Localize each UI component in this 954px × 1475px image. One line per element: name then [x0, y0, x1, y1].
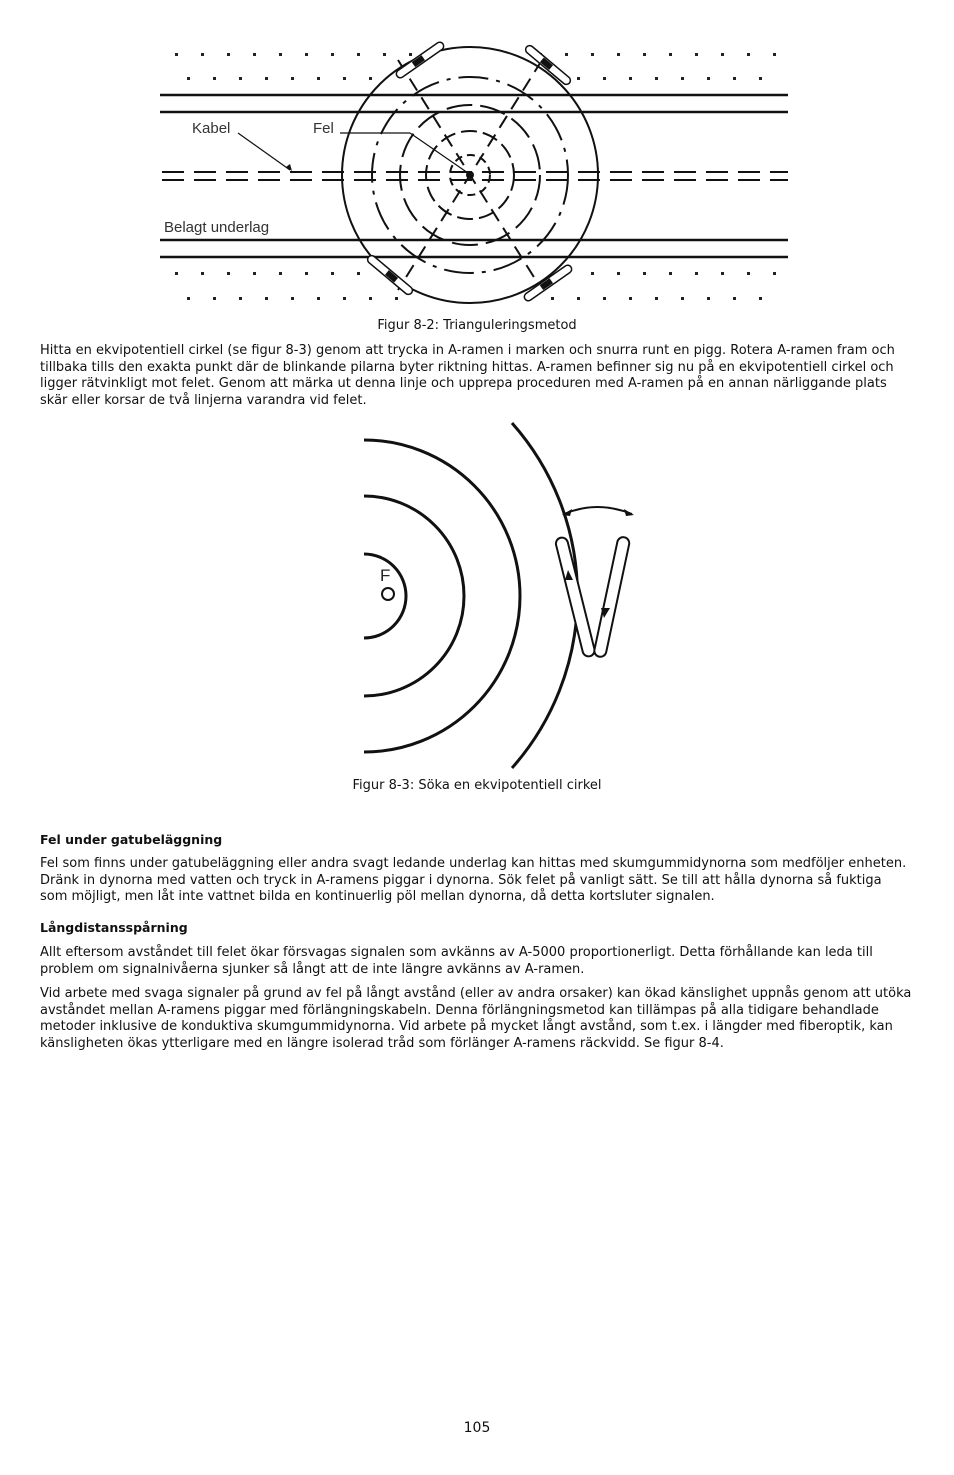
soil-dot: [733, 297, 736, 300]
soil-dot: [357, 272, 360, 275]
surface-label: Belagt underlag: [164, 219, 270, 236]
soil-dot: [175, 272, 178, 275]
soil-dot: [733, 77, 736, 80]
soil-dot: [591, 272, 594, 275]
soil-dot: [369, 297, 372, 300]
fault-marker: [382, 588, 394, 600]
soil-dot: [643, 272, 646, 275]
a-frame-probe-bottom-right: [523, 264, 573, 303]
equipotential-arc: [512, 423, 577, 768]
soil-dot: [305, 272, 308, 275]
soil-dot: [369, 77, 372, 80]
soil-dot: [707, 297, 710, 300]
fault-f-label: F: [380, 566, 391, 585]
soil-dot: [187, 77, 190, 80]
soil-dot: [213, 297, 216, 300]
soil-dot: [681, 297, 684, 300]
soil-dot: [239, 77, 242, 80]
soil-dot: [773, 272, 776, 275]
soil-dot: [291, 297, 294, 300]
soil-dot: [565, 53, 568, 56]
a-frame-probe-top-right: [524, 44, 572, 86]
soil-dot: [317, 77, 320, 80]
intro-paragraph: Hitta en ekvipotentiell cirkel (se figur 8-3) genom att trycka in A-ramen i marken och snurra runt en pigg. Rotera A-ramen fram och tillbaka tills den exakta punkt där de blinkande pilarna byter riktning hittas. A-ramen befinner sig nu på en ekvipotentiell cirkel och ligger rätvinkligt mot felet. Genom att märka ut denna linje och upprepa proceduren med A-ramen på en annan närliggande plats skär eller korsar de två linjerna varandra vid felet.: [40, 343, 895, 408]
soil-dot: [175, 53, 178, 56]
soil-dot: [227, 53, 230, 56]
section-body-long-distance-2: Vid arbete med svaga signaler på grund av fel på långt avstånd (eller av andra orsaker) kan ökad känslighet uppnås genom att utöka avståndet mellan A-ramens piggar med förlängningskabeln. Denna förlängningsmetod kan tillämpas på alla tidigare behandlade metoder inklusive de konduktiva skumgummidynorna. Vid arbete på mycket långt avstånd, som t.ex. i längder med fiberoptik, kan känsligheten ökas ytterligare med en längre isolerad tråd som förlänger A-ramens räckvidd. Se figur 8-4.: [40, 986, 912, 1051]
soil-dot: [747, 53, 750, 56]
soil-dot: [343, 77, 346, 80]
soil-dot: [721, 53, 724, 56]
section-heading-long-distance: Långdistansspårning: [40, 920, 188, 935]
soil-dot: [695, 272, 698, 275]
soil-dot: [187, 297, 190, 300]
soil-dot: [227, 272, 230, 275]
soil-dot: [279, 53, 282, 56]
soil-dot: [629, 297, 632, 300]
soil-dot: [577, 77, 580, 80]
soil-dot: [201, 272, 204, 275]
soil-dot: [629, 77, 632, 80]
soil-dot: [383, 53, 386, 56]
soil-dot: [759, 297, 762, 300]
soil-dot: [747, 272, 750, 275]
soil-dot: [239, 297, 242, 300]
figure-8-3-caption: Figur 8-3: Söka en ekvipotentiell cirkel: [352, 778, 602, 793]
soil-dot: [331, 272, 334, 275]
cable-label: Kabel: [192, 120, 231, 137]
fault-label: Fel: [313, 120, 334, 137]
soil-dot: [305, 53, 308, 56]
soil-dot: [317, 297, 320, 300]
soil-dot: [409, 53, 412, 56]
a-frame-probe-top-left: [395, 41, 445, 80]
soil-dot: [343, 297, 346, 300]
soil-dot: [617, 272, 620, 275]
section-body-pavement: Fel som finns under gatubeläggning eller andra svagt ledande underlag kan hittas med skumgummidynorna som medföljer enheten. Dränk in dynorna med vatten och tryck in A-ramens piggar i dynorna. Sök felet på vanligt sätt. Se till att hålla dynorna så fuktiga som möjligt, men låt inte vattnet bilda en kontinuerlig pöl mellan dynorna, då detta kortsluter signalen.: [40, 856, 907, 905]
figure-8-2-caption: Figur 8-2: Trianguleringsmetod: [377, 318, 577, 333]
soil-dot: [695, 53, 698, 56]
fault-leader: [410, 133, 468, 173]
soil-dot: [291, 77, 294, 80]
soil-dot: [591, 53, 594, 56]
soil-dot: [213, 77, 216, 80]
outer-arc: [364, 440, 520, 752]
soil-dot: [551, 297, 554, 300]
soil-dot: [773, 53, 776, 56]
cable-line: [162, 172, 788, 180]
soil-dot: [279, 272, 282, 275]
section-body-long-distance-1: Allt eftersom avståndet till felet ökar försvagas signalen som avkänns av A-5000 proportionerligt. Detta förhållande kan leda till problem om signalnivåerna sjunker så långt att de inte längre avkänns av A-ramen.: [40, 945, 873, 977]
page-number: 105: [463, 1420, 491, 1436]
soil-dot: [681, 77, 684, 80]
soil-dot: [201, 53, 204, 56]
soil-dot: [759, 77, 762, 80]
soil-dot: [331, 53, 334, 56]
rotation-arrow: [564, 507, 632, 514]
soil-dot: [721, 272, 724, 275]
equipotential-circle-diagram: [340, 418, 660, 773]
soil-dot: [617, 53, 620, 56]
soil-dot: [643, 53, 646, 56]
soil-dot: [577, 297, 580, 300]
soil-dot: [669, 53, 672, 56]
a-frame: [555, 536, 631, 658]
triangulation-diagram: [150, 35, 800, 310]
soil-dot: [655, 77, 658, 80]
soil-dot: [669, 272, 672, 275]
soil-dots-top: [175, 53, 776, 300]
soil-dot: [603, 297, 606, 300]
soil-dot: [603, 77, 606, 80]
soil-dot: [253, 53, 256, 56]
middle-arc: [364, 496, 464, 696]
soil-dot: [707, 77, 710, 80]
soil-dot: [265, 77, 268, 80]
cable-leader: [238, 133, 290, 170]
soil-dot: [253, 272, 256, 275]
soil-dot: [655, 297, 658, 300]
soil-dot: [395, 297, 398, 300]
soil-dot: [357, 53, 360, 56]
section-heading-pavement: Fel under gatubeläggning: [40, 832, 223, 847]
soil-dot: [265, 297, 268, 300]
